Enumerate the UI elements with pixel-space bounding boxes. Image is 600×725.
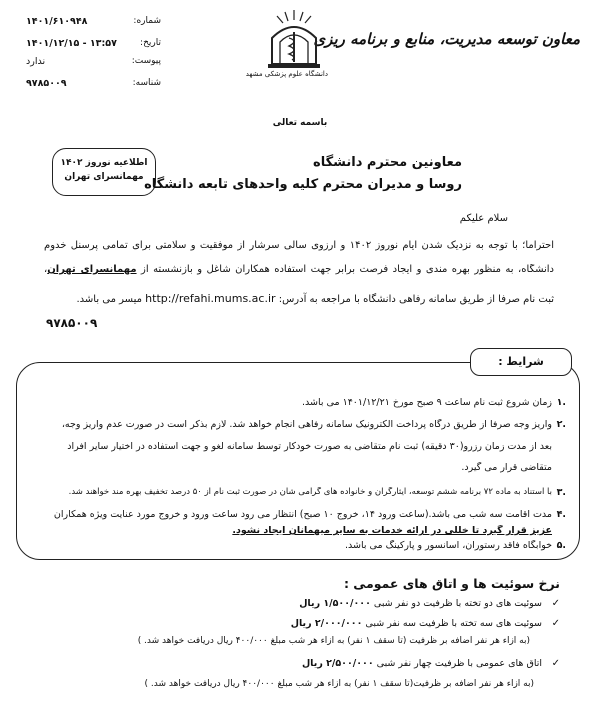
greeting: سلام علیکم	[459, 213, 508, 224]
condition-line: عزیز قرار گیرد تا خللی در ارائه خدمات به سایر میهمانان ایجاد نشود.	[232, 525, 552, 536]
addressee-line: روسا و مدیران محترم کلیه واحدهای تابعه دانشگاه	[144, 177, 462, 192]
meta-value: ۱۴۰۱/۶۱۰۹۴۸	[26, 16, 88, 27]
meta-date-row	[26, 38, 161, 53]
meta-label: شماره:	[133, 16, 161, 26]
check-icon: ✓	[551, 658, 560, 669]
meta-label: شناسه:	[132, 78, 161, 88]
emblem-caption: دانشگاه علوم پزشکی مشهد	[245, 70, 328, 78]
meta-label: پیوست:	[131, 56, 161, 66]
rate-note: (به ازاء هر نفر اضافه بر ظرفیت(تا سقف ۱ نفر) به ازاء هر شب مبلغ ۴۰۰/۰۰۰ ریال دریافت خواهد شد. )	[144, 679, 534, 689]
department-title: معاون توسعه مدیریت، منابع و برنامه ریزی	[313, 30, 580, 48]
condition-line: بعد از مدت زمان رزرو(۳۰ دقیقه) ثبت نام متقاضی به صورت خودکار توسط سامانه لغو و جهت استفاده در اختیار سایر افراد	[67, 441, 552, 452]
condition-line: واریز وجه صرفا از طریق درگاه پرداخت الکترونیک سامانه رفاهی انجام خواهد شد. لازم بذکر است در صورت عدم واریز وجه،	[61, 419, 552, 430]
rate-line	[299, 598, 542, 609]
body-text: دانشگاه، به منظور بهره مندی و ایجاد فرصت برابر جهت استفاده همکاران شاغل و بازنشسته از	[136, 264, 554, 275]
rate-text: سوئیت های دو تخته با ظرفیت دو نفر شبی	[370, 598, 542, 609]
body-line	[44, 264, 554, 275]
rate-price: ۱/۵۰۰/۰۰۰ ریال	[299, 598, 371, 609]
rate-line	[302, 658, 542, 669]
rate-text: اتاق های عمومی با ظرفیت چهار نفر شبی	[373, 658, 542, 669]
condition-line: متقاضی قرار می گیرد.	[461, 462, 552, 473]
condition-line: خوابگاه فاقد رستوران، آسانسور و پارکینگ می باشد.	[345, 540, 552, 551]
rate-line	[291, 618, 542, 629]
rate-note: (به ازاء هر نفر اضافه بر ظرفیت (تا سقف ۱ نفر) به ازاء هر شب مبلغ ۴۰۰/۰۰۰ ریال دریافت خواهد شد. )	[137, 636, 530, 646]
conditions-title: شرایط :	[470, 348, 572, 376]
condition-number: ۱.	[556, 397, 566, 408]
basmala: باسمه تعالی	[272, 118, 328, 128]
body-text: ثبت نام صرفا از طریق سامانه رفاهی دانشگاه با مراجعه به آدرس:	[278, 294, 554, 305]
addressee-line: معاونین محترم دانشگاه	[313, 155, 462, 170]
meta-value: ۹۷۸۵۰۰۹	[26, 78, 67, 89]
notice-box	[52, 148, 156, 196]
welfare-url[interactable]: http://refahi.mums.ac.ir	[145, 292, 276, 305]
body-text: میسر می باشد.	[76, 294, 146, 305]
body-line: احتراماً؛ با توجه به نزدیک شدن ایام نوروز ۱۴۰۲ و آرزوی سالی سرشار از موفقیت و سلامتی برای تمامی پرسنل خدوم	[44, 240, 554, 251]
meta-attachment-row	[26, 56, 161, 71]
check-icon: ✓	[551, 598, 560, 609]
body-line	[76, 292, 554, 305]
rates-title: نرخ سوئیت ها و اتاق های عمومی :	[343, 576, 560, 591]
condition-number: ۴.	[556, 509, 566, 520]
notice-line: اطلاعیه نوروز ۱۴۰۲	[60, 158, 148, 168]
university-emblem	[245, 8, 330, 86]
condition-line: زمان شروع ثبت نام ساعت ۹ صبح مورخ ۱۴۰۱/۱۲/۲۱ می باشد.	[302, 397, 552, 408]
meta-value: ندارد	[26, 56, 46, 67]
check-icon: ✓	[551, 618, 560, 629]
rate-price: ۲/۵۰۰/۰۰۰ ریال	[301, 658, 374, 669]
condition-number: ۵.	[556, 540, 566, 551]
notice-line: مهمانسرای تهران	[64, 172, 144, 182]
meta-id-row	[26, 78, 161, 93]
guesthouse-link: مهمانسرای تهران	[47, 264, 137, 275]
meta-value: ۱۴۰۱/۱۲/۱۵ - ۱۳:۵۷	[26, 38, 117, 49]
meta-label: تاریخ:	[140, 38, 161, 48]
condition-number: ۳.	[556, 487, 566, 498]
body-text: ،	[44, 264, 48, 275]
condition-line: با استناد به ماده ۷۲ برنامه ششم توسعه، ایثارگران و خانواده های گرامی شان در صورت ثبت نام از ۵۰ درصد تخفیف بهره مند خواهند شد.	[68, 487, 552, 497]
rate-price: ۲/۰۰۰/۰۰۰ ریال	[290, 618, 363, 629]
condition-number: ۲.	[556, 419, 566, 430]
rate-text: سوئیت های سه تخته با ظرفیت سه نفر شبی	[362, 618, 542, 629]
id-number: ۹۷۸۵۰۰۹	[46, 316, 98, 330]
meta-number-row	[26, 16, 161, 31]
condition-line: مدت اقامت سه شب می باشد.(ساعت ورود ۱۴، خروج ۱۰ صبح) انتظار می رود ساعت ورود و خروج مورد عنایت ویژه همکاران	[53, 509, 552, 520]
